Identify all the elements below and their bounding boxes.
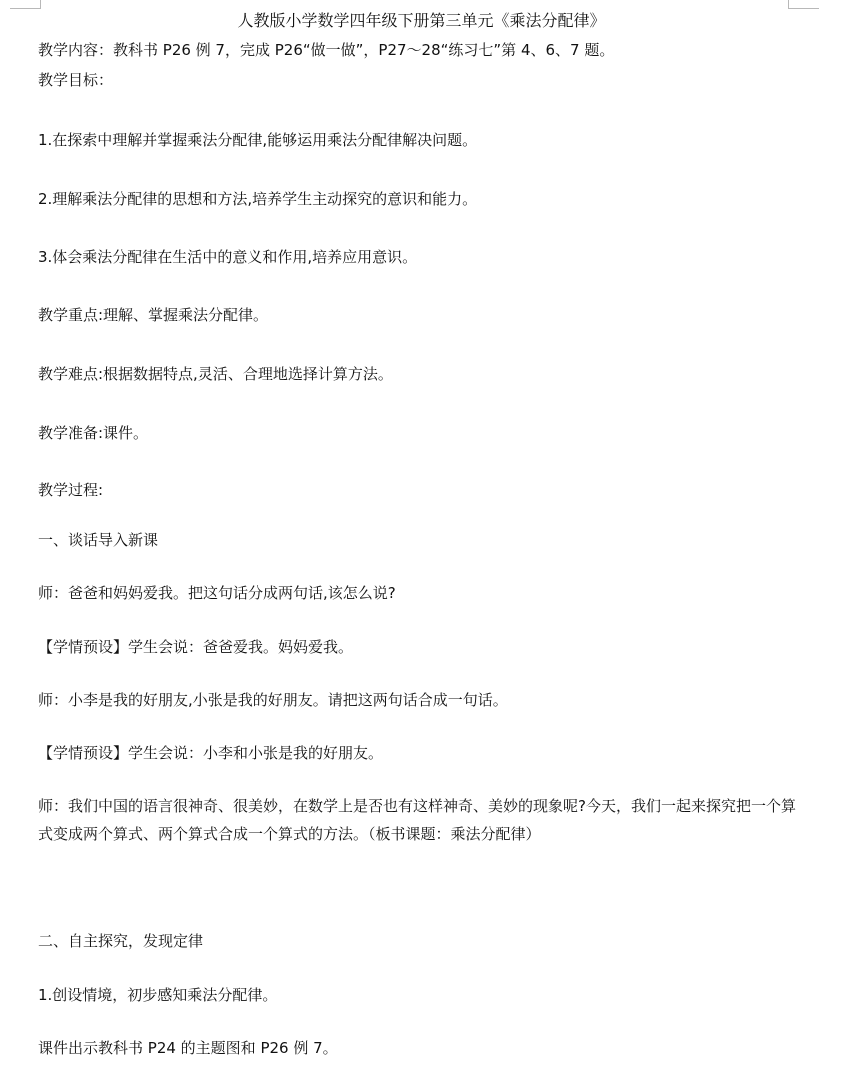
goal-2: 2.理解乘法分配律的思想和方法,培养学生主动探究的意识和能力。 — [38, 190, 478, 208]
page-corner-mark-left — [10, 0, 41, 9]
dialogue-paragraph: 师：我们中国的语言很神奇、很美妙，在数学上是否也有这样神奇、美妙的现象呢?今天，我们一起来探究把一个算式变成两个算式、两个算式合成一个算式的方法。（板书课题：乘法分配律） — [38, 797, 796, 843]
dialogue-line: 【学情预设】学生会说：爸爸爱我。妈妈爱我。 — [38, 638, 354, 656]
teaching-goals-heading: 教学目标： — [38, 71, 114, 89]
step-1-heading: 1.创设情境，初步感知乘法分配律。 — [38, 986, 278, 1004]
goal-3: 3.体会乘法分配律在生活中的意义和作用,培养应用意识。 — [38, 248, 418, 266]
section-2-heading: 二、自主探究，发现定律 — [38, 932, 204, 950]
dialogue-line: 师：小李是我的好朋友,小张是我的好朋友。请把这两句话合成一句话。 — [38, 691, 508, 709]
teaching-difficulty: 教学难点:根据数据特点,灵活、合理地选择计算方法。 — [38, 365, 393, 383]
teaching-focus: 教学重点:理解、掌握乘法分配律。 — [38, 306, 269, 324]
dialogue-line: 【学情预设】学生会说：小李和小张是我的好朋友。 — [38, 744, 384, 762]
teaching-process-heading: 教学过程: — [38, 481, 104, 499]
dialogue-line: 师：爸爸和妈妈爱我。把这句话分成两句话,该怎么说? — [38, 584, 396, 602]
teaching-content: 教学内容：教科书 P26 例 7，完成 P26“做一做”，P27～28“练习七”第 4、6、7 题。 — [38, 41, 615, 59]
page-corner-mark-right — [788, 0, 819, 9]
teaching-preparation: 教学准备:课件。 — [38, 424, 149, 442]
section-1-heading: 一、谈话导入新课 — [38, 531, 159, 549]
courseware-line: 课件出示教科书 P24 的主题图和 P26 例 7。 — [38, 1039, 338, 1057]
document-title: 人教版小学数学四年级下册第三单元《乘法分配律》 — [237, 11, 606, 30]
goal-1: 1.在探索中理解并掌握乘法分配律,能够运用乘法分配律解决问题。 — [38, 131, 478, 149]
